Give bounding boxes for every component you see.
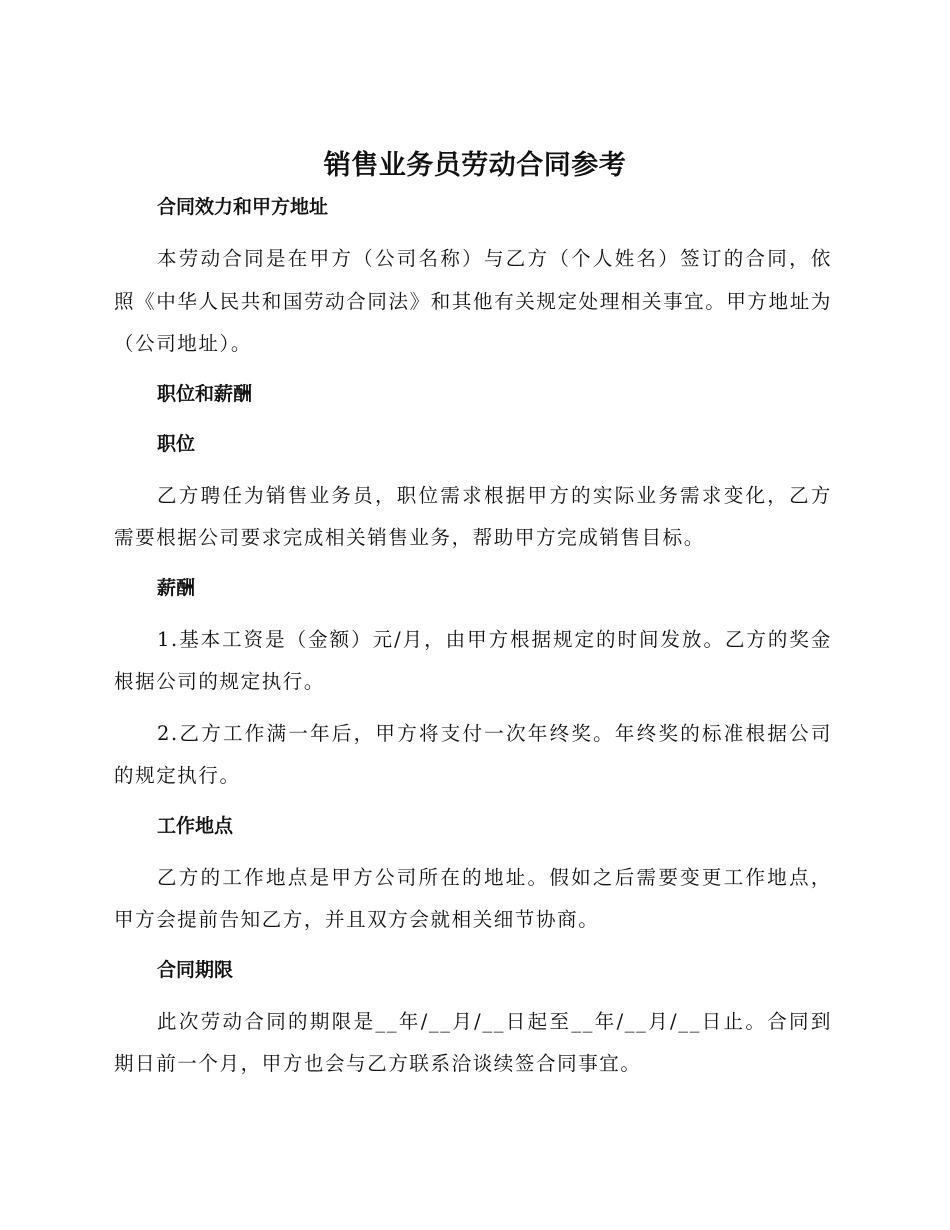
section-heading-work-location: 工作地点 <box>157 814 234 837</box>
paragraph-work-location: 乙方的工作地点是甲方公司所在的地址。假如之后需要变更工作地点，甲方会提前告知乙方，并且双方会就相关细节协商。 <box>114 865 832 931</box>
document-body <box>114 188 832 1095</box>
section-heading-contract-term: 合同期限 <box>157 958 234 981</box>
paragraph-base-salary: 1.基本工资是（金额）元/月，由甲方根据规定的时间发放。乙方的奖金根据公司的规定执行。 <box>114 627 832 693</box>
paragraph-contract-term: 此次劳动合同的期限是__年/__月/__日起至__年/__月/__日止。合同到期日前一个月，甲方也会与乙方联系洽谈续签合同事宜。 <box>114 1009 832 1075</box>
paragraph-year-end-bonus: 2.乙方工作满一年后，甲方将支付一次年终奖。年终奖的标准根据公司的规定执行。 <box>114 721 832 787</box>
section-heading-salary: 薪酬 <box>157 576 196 599</box>
paragraph-position: 乙方聘任为销售业务员，职位需求根据甲方的实际业务需求变化，乙方需要根据公司要求完成相关销售业务，帮助甲方完成销售目标。 <box>114 483 832 549</box>
section-heading-position-and-salary: 职位和薪酬 <box>157 382 253 405</box>
paragraph-contract-validity: 本劳动合同是在甲方（公司名称）与乙方（个人姓名）签订的合同，依照《中华人民共和国劳动合同法》和其他有关规定处理相关事宜。甲方地址为（公司地址）。 <box>114 247 832 355</box>
document-title: 销售业务员劳动合同参考 <box>323 150 627 181</box>
section-heading-contract-validity: 合同效力和甲方地址 <box>157 196 329 218</box>
section-heading-position: 职位 <box>157 432 196 455</box>
